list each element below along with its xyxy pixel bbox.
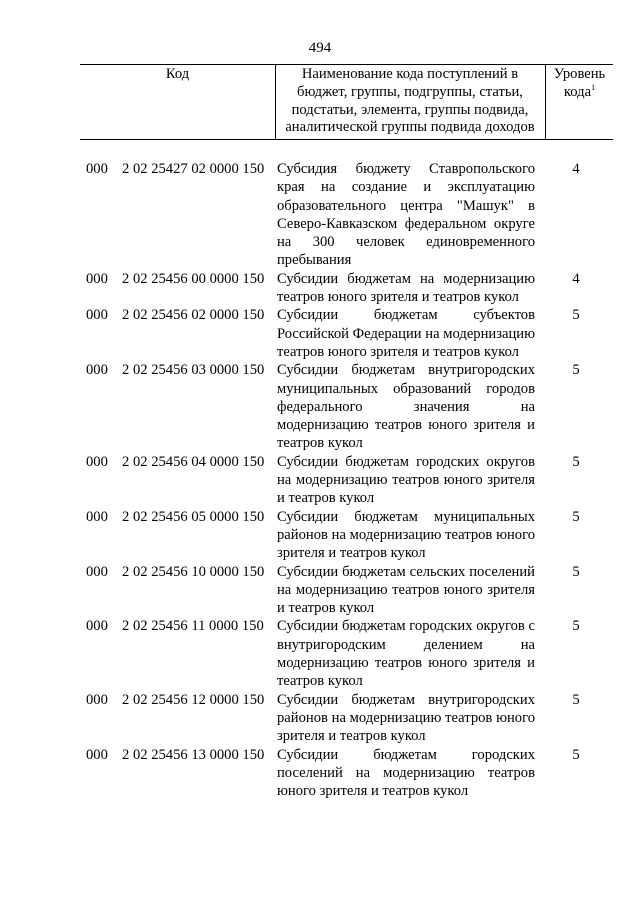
row-level: 5	[572, 746, 580, 763]
row-prefix: 000	[86, 453, 108, 470]
row-level: 5	[572, 691, 580, 708]
row-code: 2 02 25456 04 0000 150	[122, 453, 265, 470]
table-row	[80, 361, 613, 452]
header-name: Наименование кода поступлений в бюджет, группы, подгруппы, статьи, подстатьи, элемента, группы подвида, аналитической группы подвида доходов	[275, 65, 546, 139]
header-code: Код	[80, 65, 276, 139]
row-code: 2 02 25456 11 0000 150	[122, 618, 264, 635]
row-level: 4	[572, 270, 580, 287]
row-name: Субсидии бюджетам городских округов с внутригородским делением на модернизацию театров юного зрителя и театров кукол	[277, 618, 535, 690]
row-level: 5	[572, 362, 580, 379]
row-prefix: 000	[86, 362, 108, 379]
header-level-footnote: 1	[591, 82, 596, 92]
table-body	[80, 160, 613, 800]
row-name: Субсидии бюджетам муниципальных районов на модернизацию театров юного зрителя и театров кукол	[277, 508, 535, 562]
row-level: 5	[572, 453, 580, 470]
row-name: Субсидии бюджетам городских поселений на модернизацию театров юного зрителя и театров кукол	[277, 746, 535, 800]
row-prefix: 000	[86, 691, 108, 708]
table-row	[80, 617, 613, 690]
row-code: 2 02 25456 12 0000 150	[122, 691, 265, 708]
row-prefix: 000	[86, 307, 108, 324]
table-row	[80, 453, 613, 508]
row-code: 2 02 25456 02 0000 150	[122, 307, 265, 324]
row-code: 2 02 25427 02 0000 150	[122, 161, 265, 177]
row-prefix: 000	[86, 563, 108, 580]
row-code: 2 02 25456 10 0000 150	[122, 563, 265, 580]
row-code: 2 02 25456 00 0000 150	[122, 270, 265, 287]
row-name: Субсидия бюджету Ставропольского края на создание и эксплуатацию образовательного центра "Машук" в Северо-Кавказском федеральном округе на 300 человек единовременного пребывания	[277, 161, 535, 269]
row-name: Субсидии бюджетам сельских поселений на модернизацию театров юного зрителя и театров кукол	[277, 563, 535, 617]
row-prefix: 000	[86, 508, 108, 525]
table-row	[80, 746, 613, 801]
table-row	[80, 563, 613, 618]
row-level: 5	[572, 618, 580, 635]
row-prefix: 000	[86, 270, 108, 287]
row-prefix: 000	[86, 161, 108, 177]
row-code: 2 02 25456 05 0000 150	[122, 508, 265, 525]
header-level-label: Уровень кода	[553, 66, 606, 100]
table-row	[80, 160, 613, 270]
row-level: 5	[572, 307, 580, 324]
row-level: 4	[572, 161, 580, 177]
row-prefix: 000	[86, 746, 108, 763]
header-level	[546, 65, 613, 139]
row-code: 2 02 25456 03 0000 150	[122, 362, 265, 379]
row-name: Субсидии бюджетам внутригородских муниципальных образований городов федерального значения на модернизацию театров юного зрителя и театров кукол	[277, 362, 535, 452]
row-level: 5	[572, 563, 580, 580]
row-name: Субсидии бюджетам внутригородских районов на модернизацию театров юного зрителя и театров кукол	[277, 691, 535, 745]
row-prefix: 000	[86, 618, 108, 635]
row-name: Субсидии бюджетам субъектов Российской Федерации на модернизацию театров юного зрителя и театров кукол	[277, 307, 535, 360]
table-row	[80, 270, 613, 307]
table-row	[80, 508, 613, 563]
page-number: 494	[308, 40, 332, 56]
row-name: Субсидии бюджетам на модернизацию театров юного зрителя и театров кукол	[277, 270, 535, 306]
row-name: Субсидии бюджетам городских округов на модернизацию театров юного зрителя и театров кукол	[277, 453, 535, 507]
table-header	[80, 64, 613, 140]
row-level: 5	[572, 508, 580, 525]
row-code: 2 02 25456 13 0000 150	[122, 746, 265, 763]
table-row	[80, 691, 613, 746]
table-row	[80, 306, 613, 361]
